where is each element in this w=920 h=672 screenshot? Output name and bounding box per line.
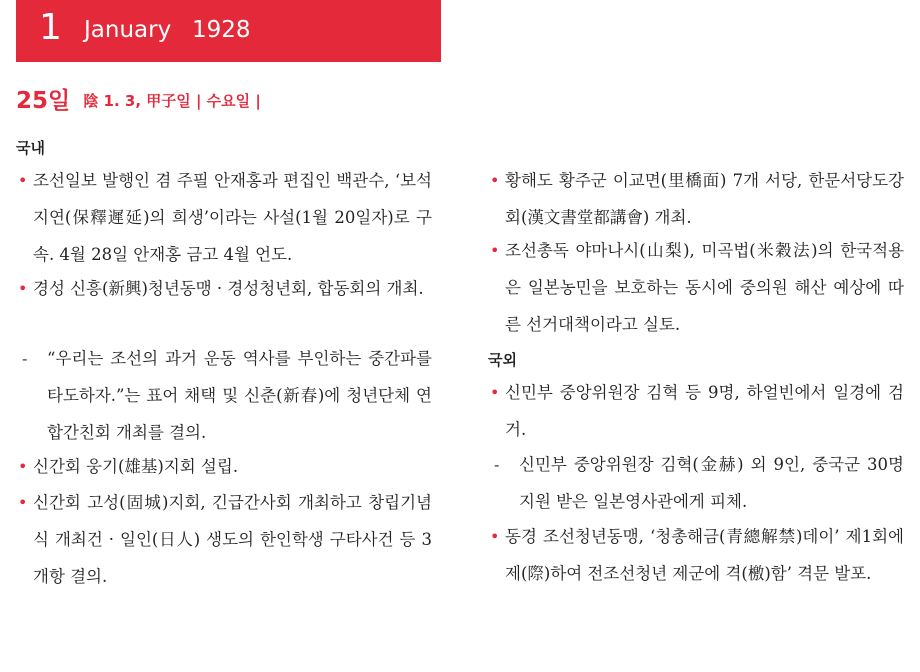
item-text: 경성 신흥(新興)청년동맹 · 경성청년회, 합동회의 개최. <box>33 279 424 298</box>
item-text: 황해도 황주군 이교면(里橋面) 7개 서당, 한문서당도강회(漢文書堂都講會) 개최. <box>505 171 904 227</box>
list-item <box>488 518 904 592</box>
lunar-date-info: 陰 1. 3, 甲子일 | 수요일 | <box>83 92 261 110</box>
dash-icon: - <box>22 349 28 368</box>
month-banner <box>16 0 441 62</box>
bullet-icon: • <box>18 279 28 298</box>
list-item-sub <box>488 446 904 520</box>
list-item <box>16 162 432 273</box>
item-text: 조선총독 야마나시(山梨), 미곡법(米穀法)의 한국적용은 일본농민을 보호하는 동시에 중의원 해산 예상에 따른 선거대책이라고 실토. <box>505 241 904 334</box>
item-text: 신간회 웅기(雄基)지회 설립. <box>33 457 239 476</box>
bullet-icon: • <box>490 171 500 190</box>
month-number: 1 <box>39 7 62 48</box>
list-item <box>16 270 432 307</box>
item-text: “우리는 조선의 과거 운동 역사를 부인하는 중간파를 타도하자.”는 표어 채택 및 신춘(新春)에 청년단체 연합간친회 개최를 결의. <box>47 349 432 442</box>
item-text: 신민부 중앙위원장 김혁 등 9명, 하얼빈에서 일경에 검거. <box>505 383 904 439</box>
bullet-icon: • <box>490 527 500 546</box>
list-item <box>16 484 432 595</box>
section-heading-domestic: 국내 <box>16 139 45 157</box>
bullet-icon: • <box>18 457 28 476</box>
list-item <box>16 448 432 485</box>
dash-icon: - <box>494 455 500 474</box>
bullet-icon: • <box>18 171 28 190</box>
list-item <box>488 374 904 448</box>
list-item-sub <box>16 340 432 451</box>
item-text: 동경 조선청년동맹, ‘청총해금(青總解禁)데이’ 제1회에 제(際)하여 전조선청년 제군에 격(檄)함’ 격문 발포. <box>505 527 904 583</box>
bullet-icon: • <box>490 241 500 260</box>
day-label: 25일 <box>16 88 71 114</box>
year: 1928 <box>192 17 251 43</box>
dateline <box>16 82 261 115</box>
item-text: 조선일보 발행인 겸 주필 안재홍과 편집인 백관수, ‘보석지연(保釋遲延)의 희생’이라는 사설(1월 20일자)로 구속. 4월 28일 안재홍 금고 4월 언도. <box>33 171 432 264</box>
bullet-icon: • <box>490 383 500 402</box>
section-heading-foreign: 국외 <box>488 351 517 369</box>
bullet-icon: • <box>18 493 28 512</box>
list-item <box>488 162 904 236</box>
list-item <box>488 232 904 343</box>
item-text: 신간회 고성(固城)지회, 긴급간사회 개최하고 창립기념식 개최건 · 일인(日人) 생도의 한인학생 구타사건 등 3개항 결의. <box>33 493 432 586</box>
item-text: 신민부 중앙위원장 김혁(金赫) 외 9인, 중국군 30명 지원 받은 일본영사관에게 피체. <box>519 455 904 511</box>
month-name: January <box>84 17 172 43</box>
